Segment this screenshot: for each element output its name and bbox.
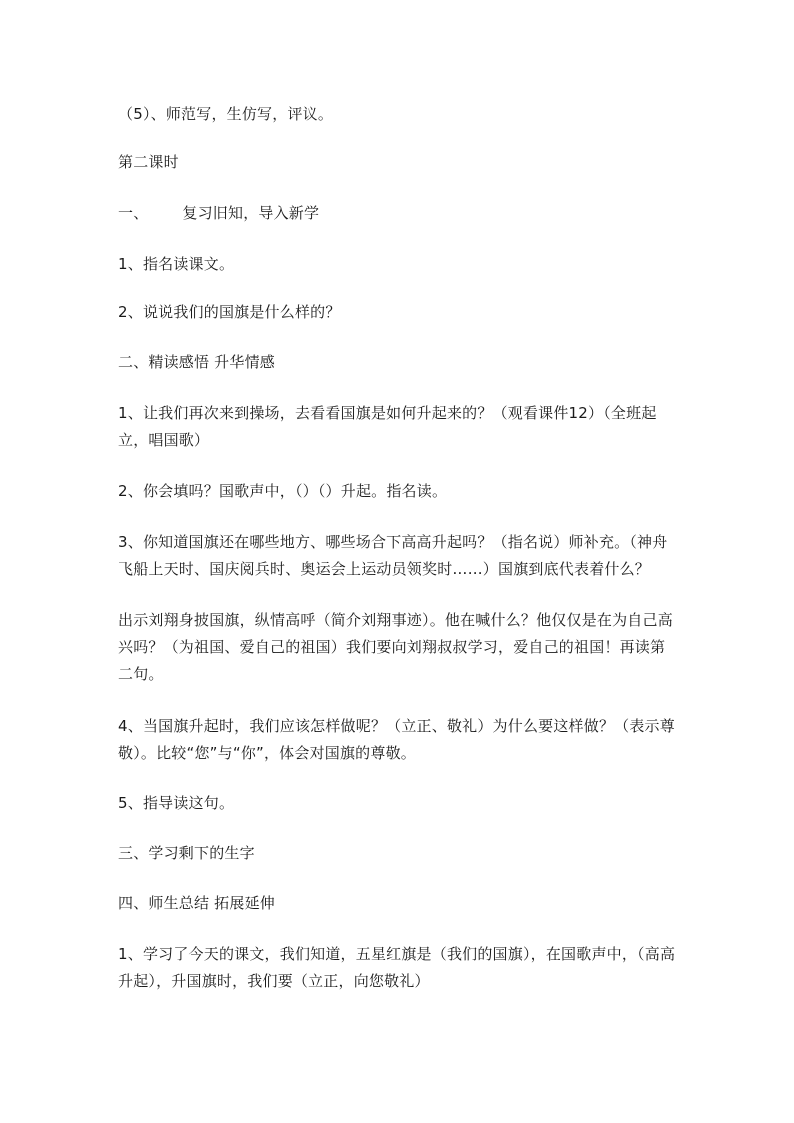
paragraph-liu-xiang: 出示刘翔身披国旗，纵情高呼（简介刘翔事迹）。他在喊什么？他仅仅是在为自己高兴吗？（为祖国、爱自己的祖国）我们要向刘翔叔叔学习，爱自己的祖国！再读第二句。 [118, 611, 673, 683]
section-heading-summary: 四、师生总结 拓展延伸 [118, 894, 275, 912]
paragraph-describe-flag: 2、说说我们的国旗是什么样的？ [118, 303, 341, 321]
section-heading-intensive-reading: 二、精读感悟 升华情感 [118, 353, 275, 371]
paragraph-fill-blanks: 2、你会填吗？国歌声中，（）（）升起。指名读。 [118, 482, 448, 500]
paragraph-summary-1: 1、学习了今天的课文，我们知道，五星红旗是（我们的国旗），在国歌声中，（高高升起），升国旗时，我们要（立正，向您敬礼） [118, 945, 676, 990]
section-heading-second-lesson: 第二课时 [118, 153, 179, 171]
paragraph-step-5: （5）、师范写，生仿写，评议。 [118, 105, 334, 123]
paragraph-flag-occasions: 3、你知道国旗还在哪些地方、哪些场合下高高升起吗？（指名说）师补充。（神舟飞船上天时、国庆阅兵时、奥运会上运动员领奖时……）国旗到底代表着什么？ [118, 533, 668, 578]
section-heading-new-characters: 三、学习剩下的生字 [118, 844, 255, 862]
paragraph-read-text: 1、指名读课文。 [118, 255, 235, 273]
paragraph-respect: 4、当国旗升起时，我们应该怎样做呢？（立正、敬礼）为什么要这样做？（表示尊敬）。比较“您”与“你”，体会对国旗的尊敬。 [118, 717, 675, 762]
paragraph-guided-reading: 5、指导读这句。 [118, 794, 235, 812]
section-heading-review [118, 200, 680, 227]
paragraph-watch-flag-raising: 1、让我们再次来到操场，去看看国旗是如何升起来的？（观看课件12）（全班起立，唱国歌） [118, 404, 657, 449]
section-title: 复习旧知，导入新学 [182, 204, 320, 222]
section-number: 一、 [118, 204, 149, 222]
